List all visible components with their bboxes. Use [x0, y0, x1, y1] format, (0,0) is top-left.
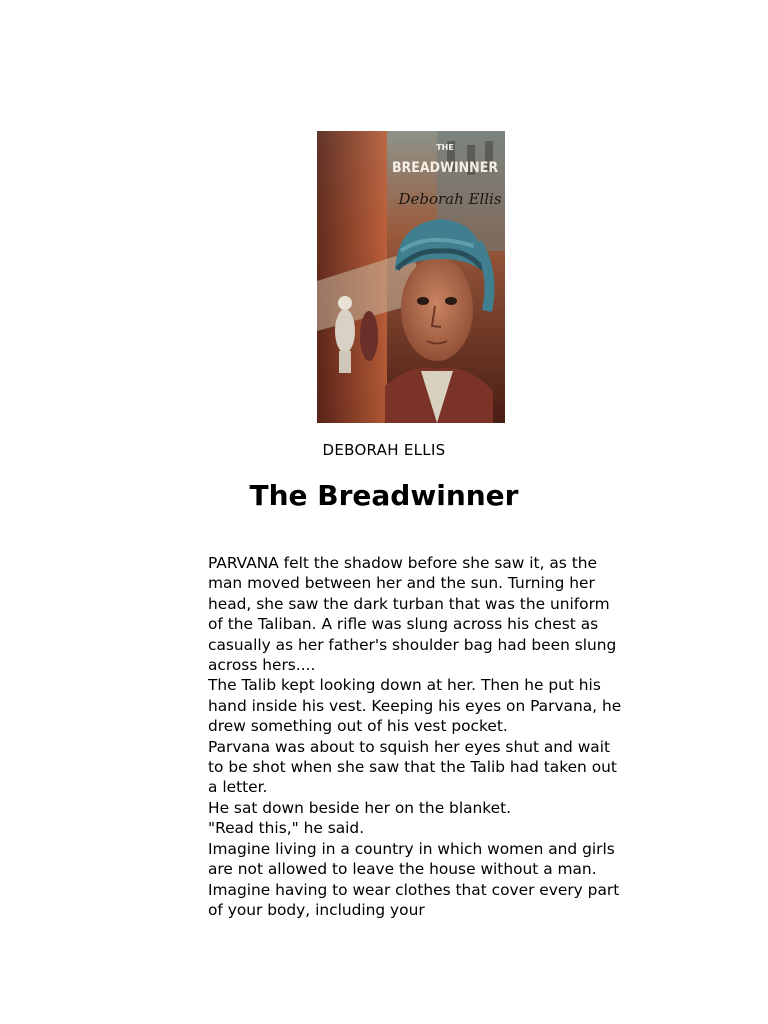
excerpt-text [208, 553, 628, 920]
paragraph: The Talib kept looking down at her. Then he put his hand inside his vest. Keeping his eyes on Parvana, he drew something out of his vest pocket. [208, 676, 622, 736]
book-title: The Breadwinner [249, 479, 519, 512]
book-cover-image [317, 131, 505, 423]
cover-title: BREADWINNER [391, 160, 499, 176]
paragraph: He sat down beside her on the blanket. [208, 798, 512, 817]
author-name: DEBORAH ELLIS [322, 441, 446, 459]
paragraph: Parvana was about to squish her eyes shut and wait to be shot when she saw that the Talib had taken out a letter. [208, 737, 617, 797]
paragraph: "Read this," he said. [208, 819, 365, 838]
cover-illustration [317, 131, 505, 423]
cover-series: THE [436, 143, 454, 152]
cover-author: Deborah Ellis [398, 190, 502, 208]
paragraph: PARVANA felt the shadow before she saw it, as the man moved between her and the sun. Turning her head, she saw the dark turban that was the uniform of the Taliban. A rifle was slung across his chest as casually as her father's shoulder bag had been slung across hers.... [208, 554, 617, 675]
paragraph: Imagine living in a country in which women and girls are not allowed to leave the house without a man. Imagine having to wear clothes that cover every part of your body, including your [208, 839, 620, 919]
